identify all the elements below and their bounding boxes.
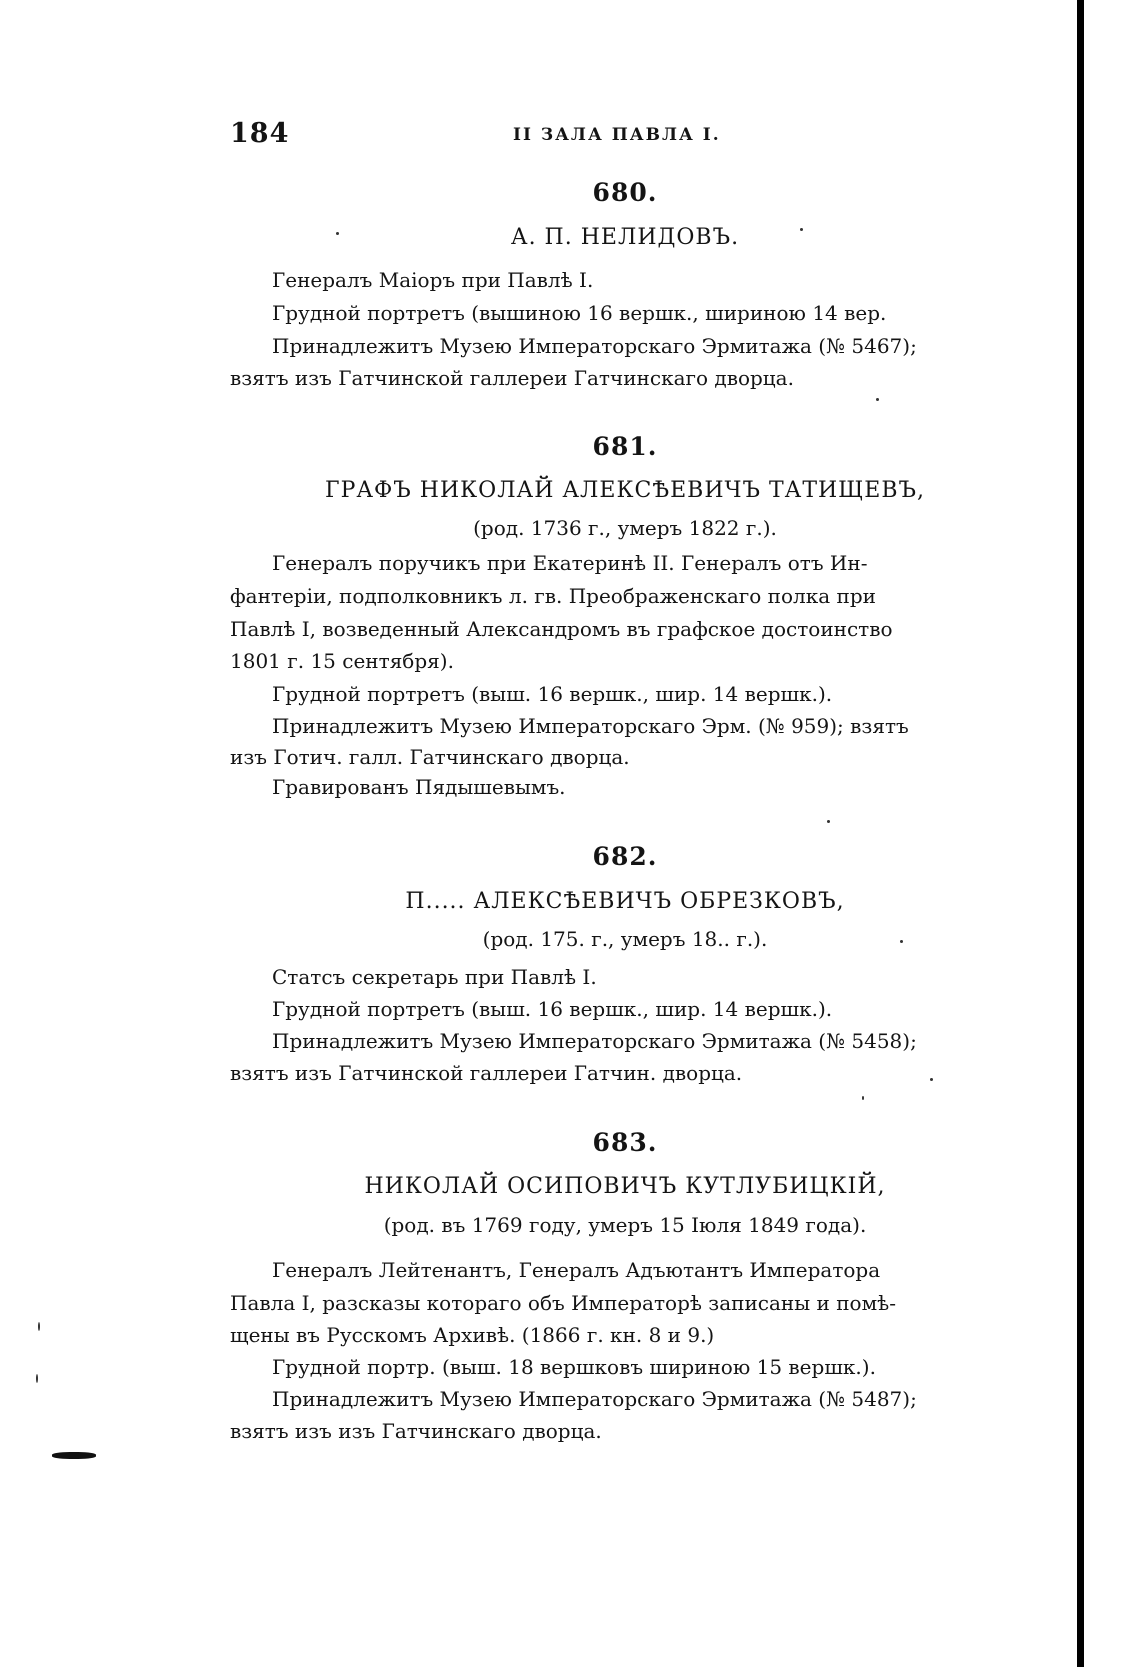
scan-speck	[930, 1078, 933, 1081]
entry-683-line: Генералъ Лейтенантъ, Генералъ Адъютантъ Императора	[272, 1258, 881, 1282]
entry-682-name: П..... АЛЕКСѢЕВИЧЪ ОБРЕЗКОВЪ,	[405, 889, 845, 914]
scan-speck	[38, 1322, 40, 1331]
entry-682-dates: (род. 175. г., умеръ 18.. г.).	[482, 927, 768, 951]
entry-680-name: А. П. НЕЛИДОВЪ.	[510, 225, 740, 250]
entry-682-number: 682.	[592, 842, 658, 871]
page-number: 184	[230, 118, 290, 149]
entry-682-line: Принадлежитъ Музею Императорскаго Эрмитажа (№ 5458);	[272, 1029, 917, 1053]
entry-680-line: Генералъ Маіоръ при Павлѣ I.	[272, 268, 594, 292]
scan-speck	[876, 398, 879, 401]
scan-speck	[900, 940, 903, 943]
entry-681-dates: (род. 1736 г., умеръ 1822 г.).	[473, 516, 777, 540]
entry-681-line: фантеріи, подполковникъ л. гв. Преображенскаго полка при	[230, 584, 877, 608]
scan-speck	[862, 1096, 864, 1100]
scan-speck	[36, 1374, 38, 1383]
entry-682-line: взятъ изъ Гатчинской галлереи Гатчин. дворца.	[230, 1061, 743, 1085]
entry-681-line: Павлѣ I, возведенный Александромъ въ графское достоинство	[230, 617, 893, 641]
entry-683-line: Павла I, разсказы котораго объ Императорѣ записаны и помѣ-	[230, 1291, 896, 1315]
entry-681-number: 681.	[592, 432, 658, 461]
entry-683-number: 683.	[592, 1128, 658, 1157]
entry-680-line: взятъ изъ Гатчинской галлереи Гатчинскаго дворца.	[230, 366, 794, 390]
entry-682-line: Грудной портретъ (выш. 16 вершк., шир. 14 вершк.).	[272, 997, 833, 1021]
scan-speck	[336, 232, 339, 235]
entry-681-line: Грудной портретъ (выш. 16 вершк., шир. 14 вершк.).	[272, 682, 833, 706]
entry-681-line: 1801 г. 15 сентября).	[230, 649, 454, 673]
entry-682-line: Статсъ секретарь при Павлѣ I.	[272, 965, 597, 989]
page-edge-shadow	[1077, 0, 1084, 1667]
entry-681-line: Генералъ поручикъ при Екатеринѣ II. Генералъ отъ Ин-	[272, 551, 868, 575]
entry-681-line: изъ Готич. галл. Гатчинскаго дворца.	[230, 745, 630, 769]
entry-681-name: ГРАФЪ НИКОЛАЙ АЛЕКСѢЕВИЧЪ ТАТИЩЕВЪ,	[325, 478, 925, 503]
entry-683-line: Грудной портр. (выш. 18 вершковъ шириною 15 вершк.).	[272, 1355, 876, 1379]
entry-683-dates: (род. въ 1769 году, умеръ 15 Іюля 1849 года).	[383, 1213, 867, 1237]
entry-680-line: Принадлежитъ Музею Императорскаго Эрмитажа (№ 5467);	[272, 334, 917, 358]
page-header	[230, 118, 1020, 150]
entry-683-line: щены въ Русскомъ Архивѣ. (1866 г. кн. 8 и 9.)	[230, 1323, 715, 1347]
entry-680-number: 680.	[592, 178, 658, 207]
scan-speck	[827, 820, 830, 823]
entry-681-line: Гравированъ Пядышевымъ.	[272, 775, 566, 799]
entry-683-name: НИКОЛАЙ ОСИПОВИЧЪ КУТЛУБИЦКІЙ,	[364, 1174, 886, 1199]
entry-683-line: Принадлежитъ Музею Императорскаго Эрмитажа (№ 5487);	[272, 1387, 917, 1411]
scan-speck	[800, 228, 803, 231]
ink-blot-mark	[52, 1452, 96, 1459]
entry-680-line: Грудной портретъ (вышиною 16 вершк., шириною 14 вер.	[272, 301, 887, 325]
running-head: II ЗАЛА ПАВЛА I.	[513, 125, 721, 145]
entry-683-line: взятъ изъ изъ Гатчинскаго дворца.	[230, 1419, 602, 1443]
entry-681-line: Принадлежитъ Музею Императорскаго Эрм. (№ 959); взятъ	[272, 714, 909, 738]
